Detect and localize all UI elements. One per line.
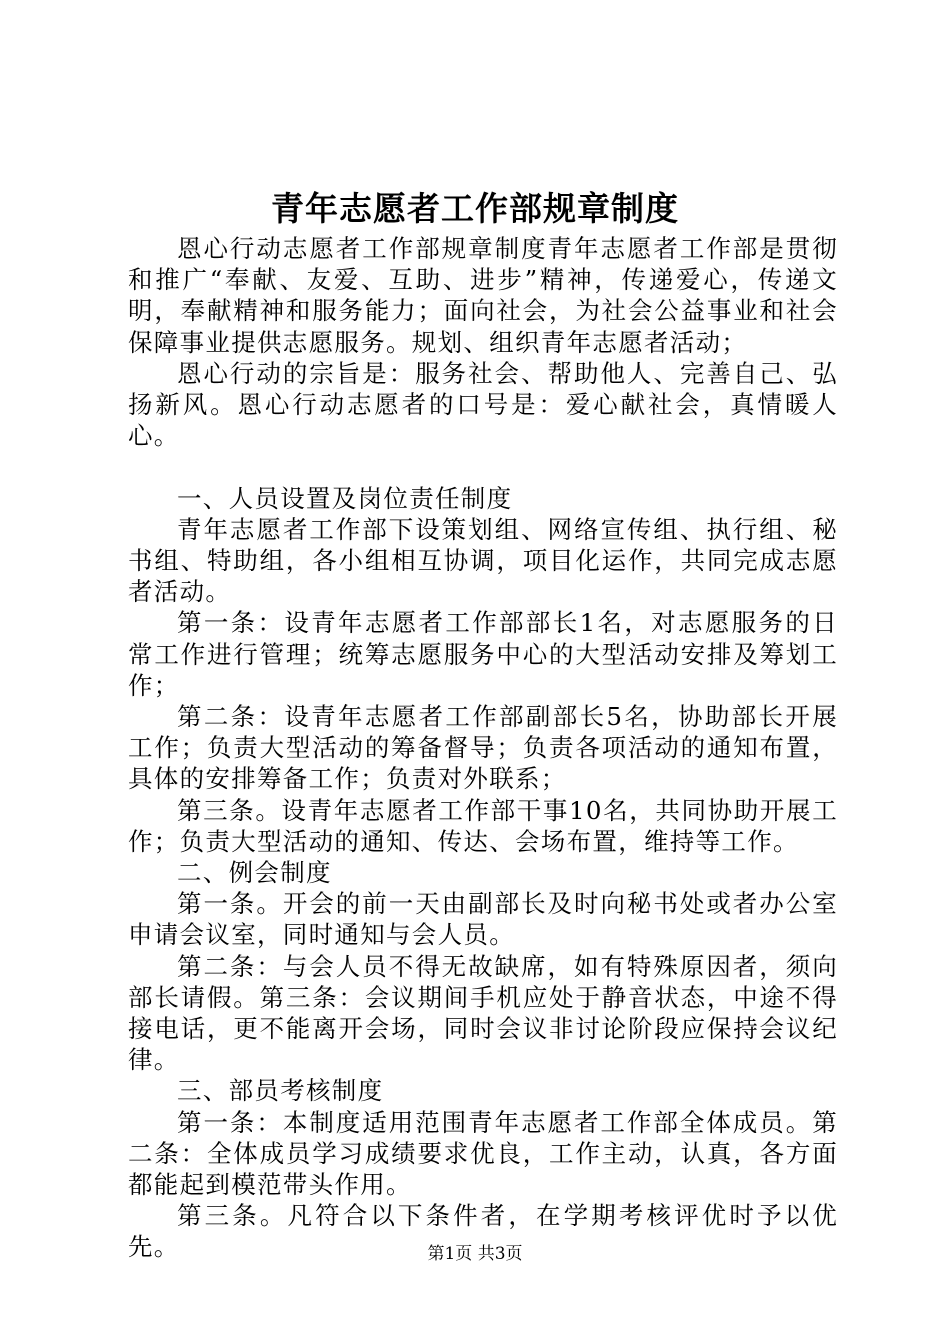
paragraph-purpose: 恩心行动的宗旨是：服务社会、帮助他人、完善自己、弘扬新风。恩心行动志愿者的口号是：爱心献社会，真情暖人心。	[128, 358, 838, 451]
document-body	[128, 233, 838, 1263]
paragraph-staffing: 青年志愿者工作部下设策划组、网络宣传组、执行组、秘书组、特助组，各小组相互协调，项目化运作，共同完成志愿者活动。	[128, 514, 838, 607]
paragraph-article-2: 第二条：设青年志愿者工作部副部长5名，协助部长开展工作；负责大型活动的筹备督导；负责各项活动的通知布置，具体的安排筹备工作；负责对外联系；	[128, 702, 838, 794]
paragraph-assessment-3: 第三条。凡符合以下条件者，在学期考核评优时予以优先。	[128, 1201, 838, 1262]
paragraph-article-1: 第一条：设青年志愿者工作部部长1名，对志愿服务的日常工作进行管理；统筹志愿服务中心的大型活动安排及筹划工作；	[128, 608, 838, 700]
section-heading-assessment: 三、部员考核制度	[177, 1076, 384, 1106]
page-number-footer: 第1页 共3页	[427, 1244, 523, 1264]
section-heading-staffing: 一、人员设置及岗位责任制度	[177, 483, 513, 513]
blank-line	[128, 451, 838, 482]
paragraph-intro: 恩心行动志愿者工作部规章制度青年志愿者工作部是贯彻和推广“奉献、友爱、互助、进步”精神，传递爱心，传递文明，奉献精神和服务能力；面向社会，为社会公益事业和社会保障事业提供志愿服务。规划、组织青年志愿者活动；	[128, 234, 838, 357]
paragraph-assessment-1: 第一条：本制度适用范围青年志愿者工作部全体成员。第二条：全体成员学习成绩要求优良，工作主动，认真，各方面都能起到模范带头作用。	[128, 1107, 838, 1200]
section-heading-meetings: 二、例会制度	[177, 858, 332, 888]
paragraph-meeting-2: 第二条：与会人员不得无故缺席，如有特殊原因者，须向部长请假。第三条：会议期间手机应处于静音状态，中途不得接电话，更不能离开会场，同时会议非讨论阶段应保持会议纪律。	[128, 951, 838, 1075]
document-title: 青年志愿者工作部规章制度	[271, 189, 679, 228]
paragraph-article-3: 第三条。设青年志愿者工作部干事10名，共同协助开展工作；负责大型活动的通知、传达、会场布置，维持等工作。	[128, 795, 838, 856]
paragraph-meeting-1: 第一条。开会的前一天由副部长及时向秘书处或者办公室申请会议室，同时通知与会人员。	[128, 889, 838, 950]
